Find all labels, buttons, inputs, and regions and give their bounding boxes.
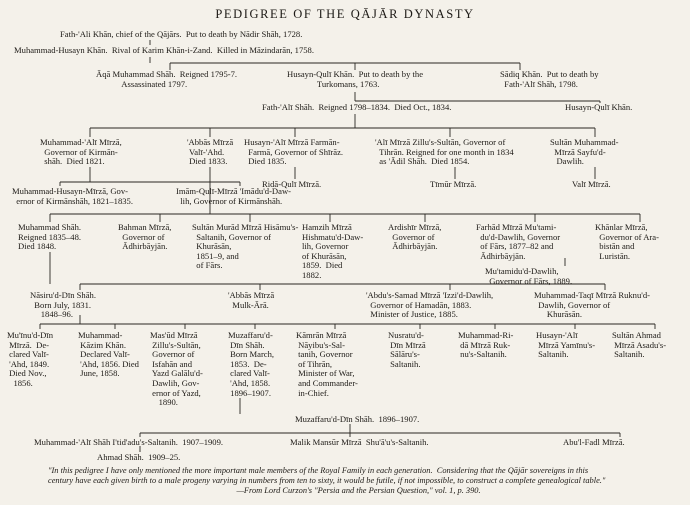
timur-mirza: Tīmūr Mīrzā. bbox=[430, 179, 477, 189]
muhammad-rida-mirza: Muhammad-Ri- dā Mīrzā Ruk- nu's-Saltanih. bbox=[458, 330, 514, 360]
sultan-murad-mirza: Sultān Murād Mīrzā Hisāmu's- Saltanih, Governor of Khurāsān, 1851–9, and of Fārs. bbox=[192, 222, 299, 271]
sultan-ahmad-mirza: Sultān Ahmad Mīrzā Asadu's- Saltanih. bbox=[612, 330, 667, 360]
kamran-mirza: Kāmrān Mīrzā Nāyibu's-Sal- tanih, Governor of Tihrān, Minister of War, and Commander- in-Chief. bbox=[296, 330, 358, 398]
sultan-muhammad-mirza: Sultān Muhammad- Mīrzā Sayfu'd- Dawlih. bbox=[550, 137, 619, 167]
muzaffarud-din-shah-reign: Muzaffaru'd-Dīn Shāh. 1896–1907. bbox=[295, 414, 420, 424]
bahman-mirza: Bahman Mīrzā, Governor of Ādhirbāyjān. bbox=[118, 222, 172, 252]
muhammad-husayn-mirza: Muhammad-Husayn-Mīrzā, Gov- ernor of Kirmānshāh, 1821–1835. bbox=[12, 186, 134, 206]
page-title: PEDIGREE OF THE QĀJĀR DYNASTY bbox=[215, 7, 475, 21]
muzaffarud-din-shah: Muzaffaru'd- Dīn Shāh. Born March, 1853. De- clared Valī- 'Ahd, 1858. 1896–1907. bbox=[228, 330, 275, 398]
aqa-muhammad-shah: Āqā Muhammad Shāh. Reigned 1795-7. Assassinated 1797. bbox=[96, 69, 238, 89]
nasirud-din-shah: Nāsiru'd-Dīn Shāh. Born July, 1831. 1848–96. bbox=[30, 290, 96, 320]
muhammad-ali-mirza: Muhammad-'Alī Mīrzā, Governor of Kirmān- shāh. Died 1821. bbox=[40, 137, 122, 167]
muhammad-ali-shah: Muhammad-'Alī Shāh I'tid'adu's-Saltanih. 1907–1909. bbox=[34, 437, 224, 447]
fath-ali-khan: Fath-'Ali Khān, chief of the Qājārs. Put to death by Nādir Shāh, 1728. bbox=[60, 29, 303, 39]
vali-mirza: Valī Mīrzā. bbox=[572, 179, 611, 189]
muhammad-kazim-khan: Muhammad- Kāzim Khān. Declared Valī- 'Ahd, 1856. Died June, 1858. bbox=[78, 330, 139, 379]
abdus-samad-mirza: 'Abdu's-Samad Mīrzā 'Izzi'd-Dawlih, Governor of Hamadān, 1883. Minister of Justice, 1885. bbox=[366, 290, 494, 320]
husayn-ali-mirza: Husayn-'Alī Mīrzā Farmān- Farmā, Governor of Shīrāz. Died 1835. bbox=[244, 137, 344, 167]
muhammad-shah: Muhammad Shāh. Reigned 1835–48. Died 1848. bbox=[18, 222, 82, 252]
farhad-mirza: Farhād Mīrzā Mu'tami- du'd-Dawlih, Governor of Fārs, 1877–82 and Ādhirbāyjān. bbox=[476, 222, 561, 261]
ardishir-mirza: Ardishīr Mīrzā, Governor of Ādhirbāyjān. bbox=[388, 222, 442, 252]
khanlar-mirza: Khānlar Mīrzā, Governor of Ara- bistān and Luristān. bbox=[595, 222, 659, 261]
abul-fadl-mirza: Abu'l-Fadl Mīrzā. bbox=[563, 437, 625, 447]
muhammad-husayn-khan: Muhammad-Husayn Khān. Rival of Karim Khān-i-Zand. Killed in Māzindarān, 1758. bbox=[14, 45, 314, 55]
muhammad-taqi-mirza: Muhammad-Taqī Mīrzā Ruknu'd- Dawlih, Governor of Khurāsān. bbox=[534, 290, 650, 320]
abbas-mirza: 'Abbās Mīrzā Valī-'Ahd. Died 1833. bbox=[187, 137, 234, 167]
fath-ali-shah: Fath-'Alī Shāh. Reigned 1798–1834. Died Oct., 1834. bbox=[262, 102, 452, 112]
husayn-ali-mirza-yaminus: Husayn-'Alī Mīrzā Yamīnu's- Saltanih. bbox=[536, 330, 596, 360]
masud-mirza: Mas'ūd Mīrzā Zillu's-Sultān, Governor of Isfahān and Yazd Galālu'd- Dawlih, Gov- ernor of Yazd, 1890. bbox=[150, 330, 203, 408]
husayn-quli-khan: Husayn-Qulī Khān. bbox=[565, 102, 633, 112]
muinud-din-mirza: Mu'īnu'd-Dīn Mīrzā. De- clared Valī- 'Ahd, 1849. Died Nov., 1856. bbox=[7, 330, 54, 388]
rida-quli-mirza: Ridā-Qulī Mīrzā. bbox=[262, 179, 322, 189]
malik-mansur-mirza: Malik Mansūr Mīrzā Shu'ā'u's-Saltanih. bbox=[290, 437, 429, 447]
ahmad-shah: Ahmad Shāh. 1909–25. bbox=[97, 452, 181, 462]
nusratud-din-mirza: Nusratu'd- Dīn Mīrzā Sālāru's- Saltanih. bbox=[388, 330, 426, 369]
footnote: "In this pedigree I have only mentioned the more important male members of the Royal Family in each generation. Considering that the Qājār sovereigns in this century have each given birth to a male progeny varying in numbers from ten to sixty, it would be futile, if not impossible, to construct a complete genealogical table." —From Lord Curzon's "Persia and the Persian Question," vol. 1, p. 390. bbox=[48, 466, 606, 495]
ali-mirza-zillus-sultan: 'Alī Mīrzā Zillu's-Sultān, Governor of Tihrān. Reigned for one month in 1834 as 'Ādil Shāh. Died 1854. bbox=[375, 137, 514, 167]
hamzih-mirza: Hamzih Mīrzā Hishmatu'd-Daw- lih, Governor of Khurāsān, 1859. Died 1882. bbox=[302, 222, 364, 280]
mutamidud-dawlih: Mu'tamidu'd-Dawlih, Governor of Fārs, 1889. bbox=[485, 266, 573, 286]
sadiq-khan: Sādiq Khān. Put to death by Fath-'Alī Shāh, 1798. bbox=[500, 69, 599, 89]
husayn-quli-khan-1763: Husayn-Qulī Khān. Put to death by the Turkomans, 1763. bbox=[287, 69, 424, 89]
abbas-mirza-mulk-ara: 'Abbās Mīrzā Mulk-Ārā. bbox=[228, 290, 275, 310]
imam-quli-mirza: Imām-Qulī-Mīrzā 'Imādu'd-Daw- lih, Governor of Kirmānshāh. bbox=[176, 186, 292, 206]
